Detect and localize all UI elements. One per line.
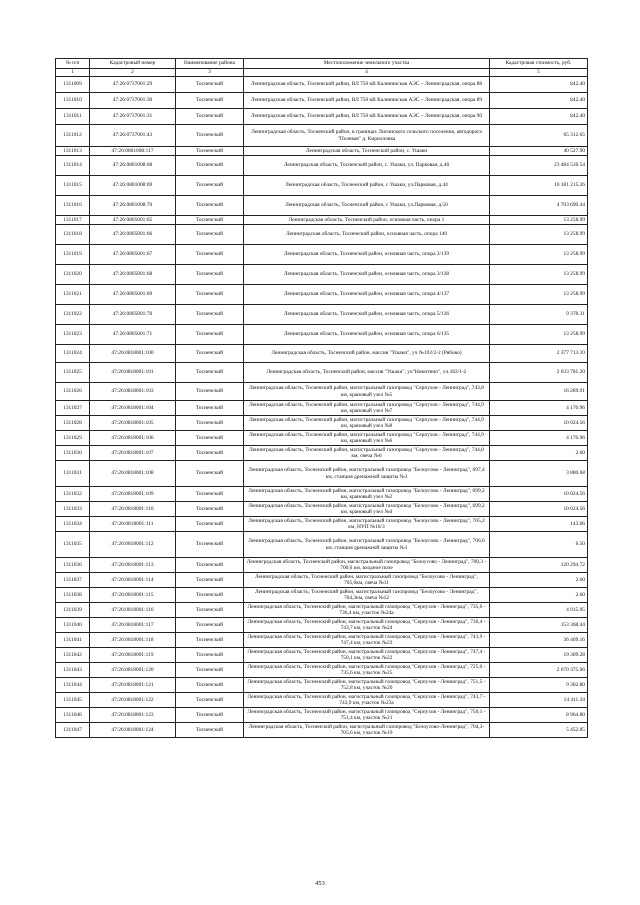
cadastral-number: 47:26:0818001:107	[90, 446, 176, 461]
row-number: 1311014	[56, 156, 90, 176]
location: Ленинградская область, Тосненский район, массив "Ушаки", уч №102/2-2 (Рябово)	[244, 345, 490, 363]
cadastral-value: 6.50	[490, 532, 588, 558]
row-number: 1311046	[56, 708, 90, 723]
cadastral-number: 47:26:0737001:30	[90, 93, 176, 109]
location: Ленинградская область, Тосненский район, в границах Лисинского сельского поселения, автодорога "Полевая" д. Кирилловка	[244, 125, 490, 147]
district-name: Тосненский	[176, 648, 244, 663]
district-name: Тосненский	[176, 708, 244, 723]
row-number: 1311017	[56, 216, 90, 225]
cadastral-value: 19 309.28	[490, 648, 588, 663]
table-row	[56, 383, 588, 401]
table-row	[56, 693, 588, 708]
table-row	[56, 461, 588, 487]
row-number: 1311034	[56, 517, 90, 532]
district-name: Тосненский	[176, 517, 244, 532]
location: Ленинградская область, Тосненский район, ВЛ 750 кВ Калининская АЭС – Ленинградская, опора 90	[244, 109, 490, 125]
cadastral-number: 47:26:0805001:71	[90, 325, 176, 345]
cadastral-value: 9 378.31	[490, 305, 588, 325]
cadastral-value: 13 258.99	[490, 245, 588, 265]
district-name: Тосненский	[176, 305, 244, 325]
cadastral-number: 47:26:0801008:69	[90, 176, 176, 196]
district-name: Тосненский	[176, 461, 244, 487]
row-number: 1311040	[56, 618, 90, 633]
table-row	[56, 532, 588, 558]
row-number: 1311026	[56, 383, 90, 401]
cadastral-number: 47:26:0818001:100	[90, 345, 176, 363]
cadastral-value: 13 258.99	[490, 216, 588, 225]
cadastral-number: 47:26:0818001:103	[90, 383, 176, 401]
table-row	[56, 196, 588, 216]
cadastral-value: 4 703 690.44	[490, 196, 588, 216]
cadastral-value: 4 176.96	[490, 431, 588, 446]
table-row	[56, 416, 588, 431]
cadastral-number: 47:26:0818001:104	[90, 401, 176, 416]
cadastral-number: 47:26:0818001:121	[90, 678, 176, 693]
cadastral-value: 13 258.99	[490, 225, 588, 245]
column-number: 5	[490, 69, 588, 77]
row-number: 1311032	[56, 487, 90, 502]
table-row	[56, 345, 588, 363]
district-name: Тосненский	[176, 156, 244, 176]
table-row	[56, 487, 588, 502]
cadastral-value: 65 312.65	[490, 125, 588, 147]
location: Ленинградская область, Тосненский район, магистральный газопровод "Серпухов - Ленинград", 744,9 км, крановый узел №8	[244, 416, 490, 431]
row-number: 1311035	[56, 532, 90, 558]
header-district: Наименование района	[176, 59, 244, 69]
cadastral-number: 47:26:0818001:116	[90, 603, 176, 618]
cadastral-value: 3 880.68	[490, 461, 588, 487]
district-name: Тосненский	[176, 225, 244, 245]
location: Ленинградская область, Тосненский район, основная часть, опора 2/139	[244, 245, 490, 265]
row-number: 1311023	[56, 325, 90, 345]
location: Ленинградская область, Тосненский район, с Ушаки, ул.Парковая, д.44	[244, 176, 490, 196]
district-name: Тосненский	[176, 633, 244, 648]
cadastral-number: 47:26:0818001:120	[90, 663, 176, 678]
row-number: 1311009	[56, 77, 90, 93]
header-cadastral-number: Кадастровый номер	[90, 59, 176, 69]
table-row	[56, 723, 588, 738]
cadastral-value: 13 258.99	[490, 325, 588, 345]
table-row	[56, 633, 588, 648]
header-row	[56, 59, 588, 69]
column-number: 1	[56, 69, 90, 77]
district-name: Тосненский	[176, 345, 244, 363]
location: Ленинградская область, Тосненский район, магистральный газопровод "Серпухов - Ленинград", 744,9 км, крановый узел №7	[244, 401, 490, 416]
row-number: 1311043	[56, 663, 90, 678]
cadastral-value: 153 368.44	[490, 618, 588, 633]
header-cadastral-value: Кадастровая стоимость, руб.	[490, 59, 588, 69]
table-row	[56, 216, 588, 225]
district-name: Тосненский	[176, 723, 244, 738]
cadastral-number: 47:26:0805001:70	[90, 305, 176, 325]
row-number: 1311016	[56, 196, 90, 216]
row-number: 1311039	[56, 603, 90, 618]
table-row	[56, 156, 588, 176]
table-row	[56, 603, 588, 618]
cadastral-value: 2.60	[490, 573, 588, 588]
district-name: Тосненский	[176, 77, 244, 93]
table-row	[56, 265, 588, 285]
cadastral-value: 14 411.34	[490, 693, 588, 708]
location: Ленинградская область, Тосненский район, основная часть, опора 140	[244, 225, 490, 245]
location: Ленинградская область, Тосненский район, магистральный газопровод "Серпухов - Ленинград", 747,4 - 750,1 км, участок №22	[244, 648, 490, 663]
district-name: Тосненский	[176, 363, 244, 383]
cadastral-value: 2 377 713.10	[490, 345, 588, 363]
table-row	[56, 573, 588, 588]
location: Ленинградская область, Тосненский район, массив "Ушаки", уч"Никитино", уч.182/1-2	[244, 363, 490, 383]
cadastral-value-table	[55, 58, 588, 738]
district-name: Тосненский	[176, 285, 244, 305]
district-name: Тосненский	[176, 147, 244, 156]
cadastral-number: 47:26:0805001:67	[90, 245, 176, 265]
district-name: Тосненский	[176, 678, 244, 693]
district-name: Тосненский	[176, 265, 244, 285]
cadastral-value: 10 024.56	[490, 502, 588, 517]
row-number: 1311013	[56, 147, 90, 156]
cadastral-number: 47:26:0818001:114	[90, 573, 176, 588]
location: Ленинградская область, Тосненский район, ВЛ 750 кВ Калининская АЭС – Ленинградская, опора 88	[244, 77, 490, 93]
cadastral-value: 40 527.90	[490, 147, 588, 156]
cadastral-number: 47:26:0805001:68	[90, 265, 176, 285]
cadastral-value: 2 033 781.20	[490, 363, 588, 383]
cadastral-value: 4 176.96	[490, 401, 588, 416]
location: Ленинградская область, Тосненский район, магистральный газопровод "Серпухов - Ленинград", 744,8 км, свеча №6	[244, 446, 490, 461]
location: Ленинградская область, Тосненский район, магистральный газопровод "Белоусово - Ленинград", 706,6 км, станция дренажной защиты №1	[244, 532, 490, 558]
table-row	[56, 708, 588, 723]
table-row	[56, 285, 588, 305]
cadastral-number: 47:26:0818001:115	[90, 588, 176, 603]
cadastral-number: 47:26:0801008:117	[90, 147, 176, 156]
table-body	[56, 77, 588, 738]
district-name: Тосненский	[176, 216, 244, 225]
cadastral-number: 47:26:0818001:105	[90, 416, 176, 431]
column-number: 3	[176, 69, 244, 77]
table-row	[56, 147, 588, 156]
row-number: 1311011	[56, 109, 90, 125]
cadastral-value: 143.06	[490, 517, 588, 532]
district-name: Тосненский	[176, 383, 244, 401]
table-row	[56, 517, 588, 532]
cadastral-number: 47:26:0801008:70	[90, 196, 176, 216]
row-number: 1311031	[56, 461, 90, 487]
cadastral-value: 842.40	[490, 109, 588, 125]
row-number: 1311045	[56, 693, 90, 708]
cadastral-number: 47:26:0818001:110	[90, 502, 176, 517]
table-row	[56, 401, 588, 416]
location: Ленинградская область, Тосненский район, магистральный газопровод "Белоусово-Ленинград", 704,3- 705,6 км, участок №19	[244, 723, 490, 738]
table-row	[56, 663, 588, 678]
row-number: 1311022	[56, 305, 90, 325]
location: Ленинградская область, Тосненский район, основная часть, опора 5/136	[244, 305, 490, 325]
district-name: Тосненский	[176, 588, 244, 603]
table-row	[56, 588, 588, 603]
row-number: 1311036	[56, 558, 90, 573]
cadastral-value: 842.40	[490, 93, 588, 109]
table-row	[56, 363, 588, 383]
cadastral-value: 8 964.80	[490, 708, 588, 723]
cadastral-number: 47:26:0805001:69	[90, 285, 176, 305]
district-name: Тосненский	[176, 618, 244, 633]
cadastral-value: 36 409.16	[490, 633, 588, 648]
cadastral-number: 47:26:0805001:65	[90, 216, 176, 225]
cadastral-number: 47:26:0818001:108	[90, 461, 176, 487]
table-row	[56, 446, 588, 461]
cadastral-number: 47:26:0818001:119	[90, 648, 176, 663]
location: Ленинградская область, Тосненский район, магистральный газопровод "Серпухов - Ленинград", 725,0 - 735,6 км, участок №25	[244, 663, 490, 678]
cadastral-value: 13 258.99	[490, 285, 588, 305]
cadastral-value: 2.60	[490, 446, 588, 461]
page-number: 453	[315, 880, 325, 887]
cadastral-value: 13 258.99	[490, 265, 588, 285]
table-row	[56, 93, 588, 109]
district-name: Тосненский	[176, 416, 244, 431]
location: Ленинградская область, Тосненский район, ВЛ 750 кВ Калининская АЭС – Ленинградская, опора 89	[244, 93, 490, 109]
district-name: Тосненский	[176, 663, 244, 678]
table-row	[56, 305, 588, 325]
cadastral-number: 47:26:0801008:68	[90, 156, 176, 176]
location: Ленинградская область, Тосненский район, магистральный газопровод "Серпухов - Ленинград", 743,9 - 747,4 км, участок №23	[244, 633, 490, 648]
table-row	[56, 678, 588, 693]
location: Ленинградская область, Тосненский район, магистральный газопровод "Белоусово - Ленинград", 699,2 км, крановый узел №2	[244, 487, 490, 502]
location: Ленинградская область, Тосненский район, основная часть, опора 3/138	[244, 265, 490, 285]
cadastral-value: 842.40	[490, 77, 588, 93]
row-number: 1311020	[56, 265, 90, 285]
cadastral-number: 47:26:0818001:118	[90, 633, 176, 648]
district-name: Тосненский	[176, 573, 244, 588]
district-name: Тосненский	[176, 502, 244, 517]
cadastral-value: 2 670 375.06	[490, 663, 588, 678]
location: Ленинградская область, Тосненский район, магистральный газопровод "Серпухов - Ленинград", 743,8 км, крановый узел №5	[244, 383, 490, 401]
table-row	[56, 245, 588, 265]
location: Ленинградская область, Тосненский район, магистральный газопровод "Белоусово - Ленинград", 705,6км, свеча №11	[244, 573, 490, 588]
table-row	[56, 648, 588, 663]
district-name: Тосненский	[176, 196, 244, 216]
row-number: 1311044	[56, 678, 90, 693]
row-number: 1311037	[56, 573, 90, 588]
table-row	[56, 225, 588, 245]
location: Ленинградская область, Тосненский район, магистральный газопровод "Серпухов - Ленинград", 751,5 - 752,8 км, участок №20	[244, 678, 490, 693]
row-number: 1311041	[56, 633, 90, 648]
table-row	[56, 325, 588, 345]
location: Ленинградская область, Тосненский район, основная часть, опора 4/137	[244, 285, 490, 305]
cadastral-number: 47:26:0737001:31	[90, 109, 176, 125]
row-number: 1311047	[56, 723, 90, 738]
location: Ленинградская область, Тосненский район, магистральный газопровод "Белоусово - Ленинград", 704,3км, свеча №12	[244, 588, 490, 603]
cadastral-value: 10 181 215.26	[490, 176, 588, 196]
row-number: 1311019	[56, 245, 90, 265]
column-number-row	[56, 69, 588, 77]
district-name: Тосненский	[176, 125, 244, 147]
row-number: 1311025	[56, 363, 90, 383]
cadastral-value: 120 294.72	[490, 558, 588, 573]
district-name: Тосненский	[176, 325, 244, 345]
district-name: Тосненский	[176, 245, 244, 265]
cadastral-number: 47:26:0818001:112	[90, 532, 176, 558]
cadastral-value: 2.60	[490, 588, 588, 603]
district-name: Тосненский	[176, 109, 244, 125]
cadastral-number: 47:26:0818001:117	[90, 618, 176, 633]
cadastral-number: 47:26:0737001:29	[90, 77, 176, 93]
district-name: Тосненский	[176, 401, 244, 416]
location: Ленинградская область, Тосненский район, магистральный газопровод "Белоусово - Ленинград", 700,3 - 700,6 км, входное поле	[244, 558, 490, 573]
table-row	[56, 176, 588, 196]
cadastral-value: 4 915.95	[490, 603, 588, 618]
row-number: 1311027	[56, 401, 90, 416]
location: Ленинградская область, Тосненский район, магистральный газопровод "Серпухов - Ленинград", 736,4 - 743,7 км, участок №24	[244, 618, 490, 633]
row-number: 1311038	[56, 588, 90, 603]
row-number: 1311042	[56, 648, 90, 663]
district-name: Тосненский	[176, 487, 244, 502]
row-number: 1311024	[56, 345, 90, 363]
row-number: 1311030	[56, 446, 90, 461]
location: Ленинградская область, Тосненский район, с Ушаки, ул.Парковая, д.50	[244, 196, 490, 216]
column-number: 4	[244, 69, 490, 77]
row-number: 1311018	[56, 225, 90, 245]
row-number: 1311021	[56, 285, 90, 305]
row-number: 1311033	[56, 502, 90, 517]
column-number: 2	[90, 69, 176, 77]
table-row	[56, 502, 588, 517]
district-name: Тосненский	[176, 176, 244, 196]
row-number: 1311029	[56, 431, 90, 446]
cadastral-value: 10 024.56	[490, 487, 588, 502]
cadastral-value: 16 289.91	[490, 383, 588, 401]
location: Ленинградская область, Тосненский район, магистральный газопровод "Серпухов - Ленинград", 743,7 - 743,9 км, участок №23а	[244, 693, 490, 708]
table-row	[56, 618, 588, 633]
row-number: 1311012	[56, 125, 90, 147]
row-number: 1311010	[56, 93, 90, 109]
table-row	[56, 431, 588, 446]
table-row	[56, 109, 588, 125]
cadastral-number: 47:26:0818001:123	[90, 708, 176, 723]
location: Ленинградская область, Тосненский район, магистральный газопровод "Белоусово - Ленинград", 705,2 км, НУП №16/3	[244, 517, 490, 532]
district-name: Тосненский	[176, 603, 244, 618]
district-name: Тосненский	[176, 446, 244, 461]
location: Ленинградская область, Тосненский район, магистральный газопровод "Белоусово - Ленинград", 697,4 км, станция дренажной защиты №3	[244, 461, 490, 487]
cadastral-value: 5 452.85	[490, 723, 588, 738]
cadastral-number: 47:26:0818001:122	[90, 693, 176, 708]
cadastral-value: 23 484 530.54	[490, 156, 588, 176]
district-name: Тосненский	[176, 558, 244, 573]
location: Ленинградская область, Тосненский район, с. Ушаки	[244, 147, 490, 156]
location: Ленинградская область, Тосненский район, основная часть, опора 6/135	[244, 325, 490, 345]
table-row	[56, 125, 588, 147]
cadastral-number: 47:26:0818001:109	[90, 487, 176, 502]
location: Ленинградская область, Тосненский район, магистральный газопровод "Белоусово - Ленинград", 699,2 км, крановый узел №4	[244, 502, 490, 517]
location: Ленинградская область, Тосненский район, магистральный газопровод "Серпухов - Ленинград", 750,1 - 751,4 км, участок №21	[244, 708, 490, 723]
location: Ленинградская область, Тосненский район, с. Ушаки, ул. Парковая, д.46	[244, 156, 490, 176]
table-row	[56, 558, 588, 573]
row-number: 1311015	[56, 176, 90, 196]
location: Ленинградская область, Тосненский район, основная часть, опора 1	[244, 216, 490, 225]
cadastral-value: 9 302.80	[490, 678, 588, 693]
location: Ленинградская область, Тосненский район, магистральный газопровод "Серпухов - Ленинград", 735,6 - 736,4 км, участок №24а	[244, 603, 490, 618]
district-name: Тосненский	[176, 693, 244, 708]
cadastral-number: 47:26:0818001:111	[90, 517, 176, 532]
cadastral-number: 47:26:0805001:66	[90, 225, 176, 245]
cadastral-number: 47:26:0737001:43	[90, 125, 176, 147]
district-name: Тосненский	[176, 93, 244, 109]
district-name: Тосненский	[176, 532, 244, 558]
row-number: 1311028	[56, 416, 90, 431]
header-number: № п/п	[56, 59, 90, 69]
header-location: Местоположение земельного участка	[244, 59, 490, 69]
district-name: Тосненский	[176, 431, 244, 446]
table-row	[56, 77, 588, 93]
cadastral-number: 47:26:0818001:106	[90, 431, 176, 446]
cadastral-number: 47:26:0818001:113	[90, 558, 176, 573]
cadastral-number: 47:26:0818001:124	[90, 723, 176, 738]
cadastral-number: 47:26:0818001:101	[90, 363, 176, 383]
cadastral-value: 10 024.56	[490, 416, 588, 431]
location: Ленинградская область, Тосненский район, магистральный газопровод "Серпухов - Ленинград", 744,9 км, крановый узел №6	[244, 431, 490, 446]
